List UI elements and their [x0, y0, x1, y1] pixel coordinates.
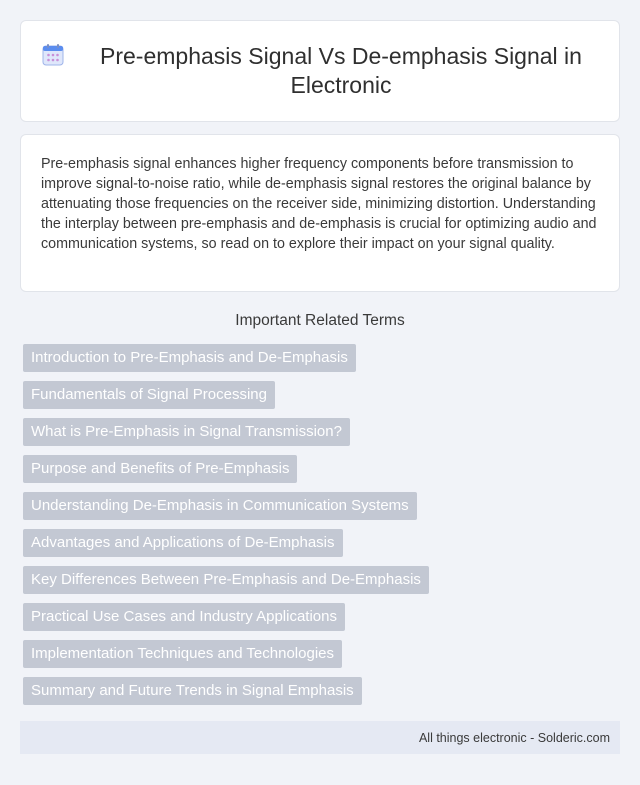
header-card: [20, 20, 620, 122]
title-wrap: [40, 42, 600, 100]
term-button-key-differences[interactable]: Key Differences Between Pre-Emphasis and De-Emphasis: [23, 566, 429, 594]
term-button-practical-use-cases[interactable]: Practical Use Cases and Industry Applications: [23, 603, 345, 631]
term-button-introduction[interactable]: Introduction to Pre-Emphasis and De-Emphasis: [23, 344, 356, 372]
term-button-what-is-pre-emphasis[interactable]: What is Pre-Emphasis in Signal Transmission?: [23, 418, 350, 446]
term-button-advantages-applications[interactable]: Advantages and Applications of De-Emphasis: [23, 529, 343, 557]
term-button-fundamentals[interactable]: Fundamentals of Signal Processing: [23, 381, 275, 409]
summary-card: [20, 134, 620, 292]
calendar-icon: [40, 42, 66, 68]
related-terms-list: [23, 344, 617, 714]
related-terms-heading: Important Related Terms: [235, 312, 405, 329]
page-title: Pre-emphasis Signal Vs De-emphasis Signal in Electronic: [100, 43, 582, 98]
term-button-understanding-de-emphasis[interactable]: Understanding De-Emphasis in Communication Systems: [23, 492, 417, 520]
summary-text: Pre-emphasis signal enhances higher frequency components before transmission to improve signal-to-noise ratio, while de-emphasis signal restores the original balance by attenuating those frequencies on the receiver side, minimizing distortion. Understanding the interplay between pre-emphasis and de-emphasis is crucial for optimizing audio and communication systems, so read on to explore their impact on your signal quality.: [41, 156, 597, 252]
term-button-purpose-benefits[interactable]: Purpose and Benefits of Pre-Emphasis: [23, 455, 297, 483]
footer-bar: [20, 721, 620, 754]
footer-credit: All things electronic - Solderic.com: [418, 730, 610, 745]
term-button-implementation-techniques[interactable]: Implementation Techniques and Technologies: [23, 640, 342, 668]
term-button-summary-future-trends[interactable]: Summary and Future Trends in Signal Emphasis: [23, 677, 362, 705]
